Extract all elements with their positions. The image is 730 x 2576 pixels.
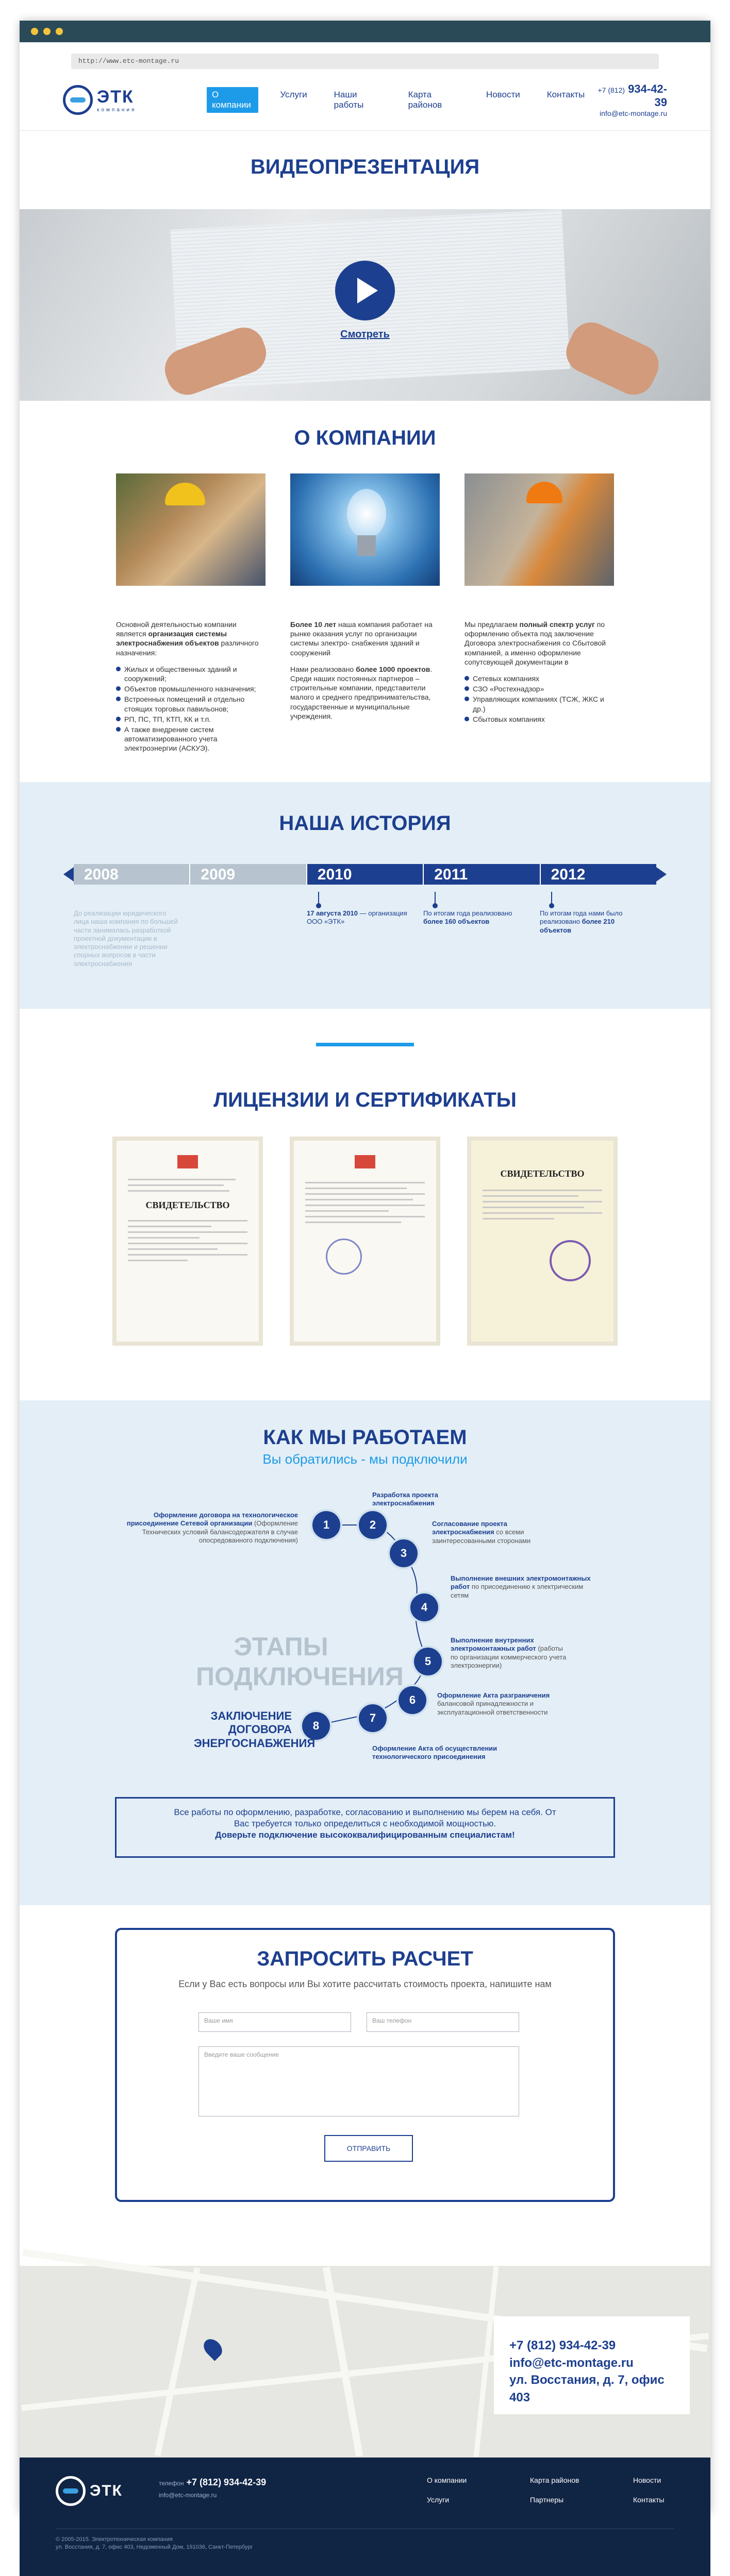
timeline (63, 864, 667, 889)
list-item: СЗО «Ростехнадзор» (464, 684, 614, 693)
list-item: А также внедрение систем автоматизированного учета электроэнергии (АСКУЭ). (116, 725, 266, 753)
timeline-prev-icon[interactable] (63, 867, 74, 882)
cert-heading: СВИДЕТЕЛЬСТВО (500, 1168, 585, 1179)
footer-phone[interactable]: телефон +7 (812) 934-42-39 (159, 2477, 267, 2487)
map-phone[interactable]: +7 (812) 934-42-39 (509, 2338, 616, 2352)
history-2010-text: 17 августа 2010 — организация ООО «ЭТК» (307, 892, 423, 968)
about-col3-list (464, 674, 614, 724)
footer-link-map[interactable]: Карта районов (530, 2476, 579, 2484)
step-8[interactable]: 8 (302, 1712, 330, 1740)
work-title: КАК МЫ РАБОТАЕМ (263, 1426, 467, 1449)
history-2011-text: По итогам года реализовано более 160 объектов (423, 892, 540, 968)
electrician-photo (116, 473, 266, 586)
nav-services[interactable]: Услуги (280, 89, 307, 99)
work-note-line1: Все работы по оформлению, разработке, согласованию и выполнению мы берем на себя. От (174, 1807, 556, 1817)
work-section (20, 1400, 710, 1905)
request-title: ЗАПРОСИТЬ РАСЧЕТ (257, 1947, 473, 1970)
footer-email[interactable]: info@etc-montage.ru (159, 2492, 217, 2499)
history-title: НАША ИСТОРИЯ (279, 812, 451, 835)
request-section (20, 1905, 710, 2266)
footer-link-about[interactable]: О компании (427, 2476, 467, 2484)
timeline-next-icon[interactable] (656, 867, 667, 882)
main-nav (207, 87, 590, 113)
year-2009[interactable]: 2009 (189, 864, 306, 885)
nav-map[interactable]: Карта районов (408, 89, 442, 110)
stages-label: ЭТАПЫ ПОДКЛЮЧЕНИЯ (196, 1632, 404, 1691)
section-divider (316, 1043, 414, 1046)
list-item: Сбытовых компаниях (464, 715, 614, 724)
map[interactable] (20, 2266, 710, 2458)
nav-works[interactable]: Наши работы (334, 89, 364, 110)
site-logo[interactable] (63, 85, 155, 115)
footer-link-services[interactable]: Услуги (427, 2496, 450, 2504)
window-chrome (20, 21, 710, 42)
request-desc: Если у Вас есть вопросы или Вы хотите рассчитать стоимость проекта, напишите нам (178, 1979, 552, 1989)
about-col1-intro: Основной деятельностью компании является организация системы электроснабжения объектов различного назначения: (116, 620, 259, 657)
work-note-line3: Доверьте подключение высококвалифицированным специалистам! (215, 1830, 515, 1840)
window-close-dot[interactable] (31, 28, 38, 35)
footer-link-contacts[interactable]: Контакты (633, 2496, 665, 2504)
step-1-text: Оформление договора на технологическое присоединение Сетевой организации (Оформление Технических условий балансодержателя в случае опосредованного подключения) (126, 1511, 298, 1544)
browser-window (20, 21, 710, 2551)
step-2[interactable]: 2 (359, 1511, 387, 1539)
logo-emblem-icon (63, 85, 93, 115)
footer-link-news[interactable]: Новости (633, 2476, 661, 2484)
header-phone[interactable]: +7 (812) 934-42-39 (598, 82, 667, 109)
technician-photo (464, 473, 614, 586)
header-email[interactable]: info@etc-montage.ru (600, 109, 667, 117)
step-4-text: Выполнение внешних электромонтажных работ по присоединению к электрическим сетям (451, 1574, 591, 1599)
year-2011[interactable]: 2011 (423, 864, 539, 885)
footer-link-partners[interactable]: Партнеры (530, 2496, 564, 2504)
step-2-text: Разработка проекта электроснабжения (372, 1491, 438, 1507)
list-item: Встроенных помещений и отдельно стоящих торговых павильонов; (116, 694, 266, 713)
video-title: ВИДЕОПРЕЗЕНТАЦИЯ (250, 156, 480, 178)
phone-input[interactable]: Ваш телефон (367, 2012, 519, 2032)
footer-copyright: © 2005-2015. Электротехническая компания ул. Восстания, д. 7, офис 403, Недоменный Дом, 191036, Санкт-Петербург (56, 2536, 253, 2551)
year-2012[interactable]: 2012 (540, 864, 656, 885)
step-5[interactable]: 5 (414, 1648, 442, 1675)
final-contract-label: ЗАКЛЮЧЕНИЕ ДОГОВОРА ЭНЕРГОСНАБЖЕНИЯ (194, 1709, 316, 1750)
nav-contacts[interactable]: Контакты (546, 89, 585, 99)
about-col1-list (116, 665, 266, 753)
nav-news[interactable]: Новости (486, 89, 520, 99)
licenses-title: ЛИЦЕНЗИИ И СЕРТИФИКАТЫ (213, 1089, 517, 1111)
cert-heading: СВИДЕТЕЛЬСТВО (145, 1200, 230, 1210)
step-7-text: Оформление Акта об осуществлении технологического присоединения (372, 1744, 497, 1761)
step-7[interactable]: 7 (359, 1704, 387, 1732)
step-3[interactable]: 3 (390, 1539, 418, 1567)
window-minimize-dot[interactable] (43, 28, 51, 35)
work-note-line2: Вас требуется только определиться с необходимой мощностью. (234, 1819, 496, 1829)
nav-about[interactable]: О компании (207, 87, 258, 113)
list-item: РП, ПС, ТП, КТП, КК и т.п. (116, 715, 266, 724)
history-2012-text: По итогам года нами было реализовано более 210 объектов (540, 892, 656, 968)
site-footer (20, 2458, 710, 2576)
about-column-1 (116, 473, 266, 754)
send-button[interactable]: ОТПРАВИТЬ (324, 2135, 413, 2162)
step-3-text: Согласование проекта электроснабжения со всеми заинтересованными сторонами (432, 1520, 531, 1545)
footer-logo[interactable] (56, 2476, 123, 2506)
step-5-text: Выполнение внутренних электромонтажных работ (работы по организации коммерческого учета электроэнергии) (451, 1636, 567, 1669)
list-item: Сетевых компаниях (464, 674, 614, 683)
certificate-3[interactable] (467, 1137, 618, 1346)
step-1[interactable]: 1 (312, 1511, 340, 1539)
logo-subtext: компания (97, 107, 137, 113)
map-email[interactable]: info@etc-montage.ru (509, 2355, 634, 2370)
history-section (20, 782, 710, 1009)
video-player[interactable] (20, 209, 710, 401)
step-6-text: Оформление Акта разграничения балансовой принадлежности и эксплуатационной ответственности (437, 1691, 550, 1716)
list-item: Жилых и общественных зданий и сооружений; (116, 665, 266, 683)
lightbulb-photo (290, 473, 440, 586)
about-column-3 (464, 473, 614, 754)
step-4[interactable]: 4 (410, 1594, 438, 1621)
map-address: ул. Восстания, д. 7, офис 403 (509, 2373, 665, 2404)
about-title: О КОМПАНИИ (294, 427, 436, 449)
footer-links (427, 2476, 695, 2504)
list-item: Управляющих компаниях (ТСЖ, ЖКС и др.) (464, 694, 614, 713)
history-2008-text: До реализации юридического лица наша компания по большей части занималась разработкой проектной документации в электроснабжении и решении спорных вопросов в части электроснабжения (74, 909, 178, 968)
message-textarea[interactable]: Введите ваше сообщение (198, 2046, 519, 2116)
video-section-header (20, 131, 710, 209)
about-col2-p2: Нами реализовано более 1000 проектов. Среди наших постоянных партнеров – строительные компании, представители малого и среднего предпринимательства, государственные и муниципальные учреждения. (290, 665, 433, 720)
about-section (20, 401, 710, 782)
list-item: Объектов промышленного назначения; (116, 684, 266, 693)
watch-link[interactable]: Смотреть (340, 329, 390, 340)
history-2009-text (190, 892, 307, 968)
about-col3-intro: Мы предлагаем полный спектр услуг по оформлению объекта под заключение Договора электроснабжения со Сбытовой компанией, а именно оформление сопутсвующей документации в (464, 620, 606, 666)
hand-right-image (559, 316, 665, 402)
footer-logo-icon (56, 2476, 86, 2506)
work-note (115, 1797, 615, 1858)
certificate-1[interactable] (112, 1137, 263, 1346)
name-input[interactable]: Ваше имя (198, 2012, 351, 2032)
logo-text: ЭТК (97, 87, 134, 107)
about-column-2 (290, 473, 440, 754)
year-2010[interactable]: 2010 (306, 864, 423, 885)
about-col2-p1: Более 10 лет наша компания работает на рынке оказания услуг по организации системы электро- снабжения зданий и сооружений (290, 620, 433, 657)
window-maximize-dot[interactable] (56, 28, 63, 35)
request-form (115, 1928, 615, 2202)
play-icon[interactable] (335, 261, 395, 320)
certificate-2[interactable] (290, 1137, 440, 1346)
map-contact-card (494, 2316, 690, 2414)
year-2008[interactable]: 2008 (74, 864, 189, 885)
map-pin-icon[interactable] (200, 2335, 225, 2361)
work-subtitle: Вы обратились - мы подключили (262, 1451, 468, 1467)
footer-logo-text: ЭТК (90, 2482, 123, 2499)
address-bar[interactable]: http://www.etc-montage.ru (71, 54, 659, 69)
step-6[interactable]: 6 (399, 1686, 426, 1714)
site-header (20, 69, 710, 131)
header-contacts (590, 82, 667, 117)
licenses-section (20, 1009, 710, 1400)
